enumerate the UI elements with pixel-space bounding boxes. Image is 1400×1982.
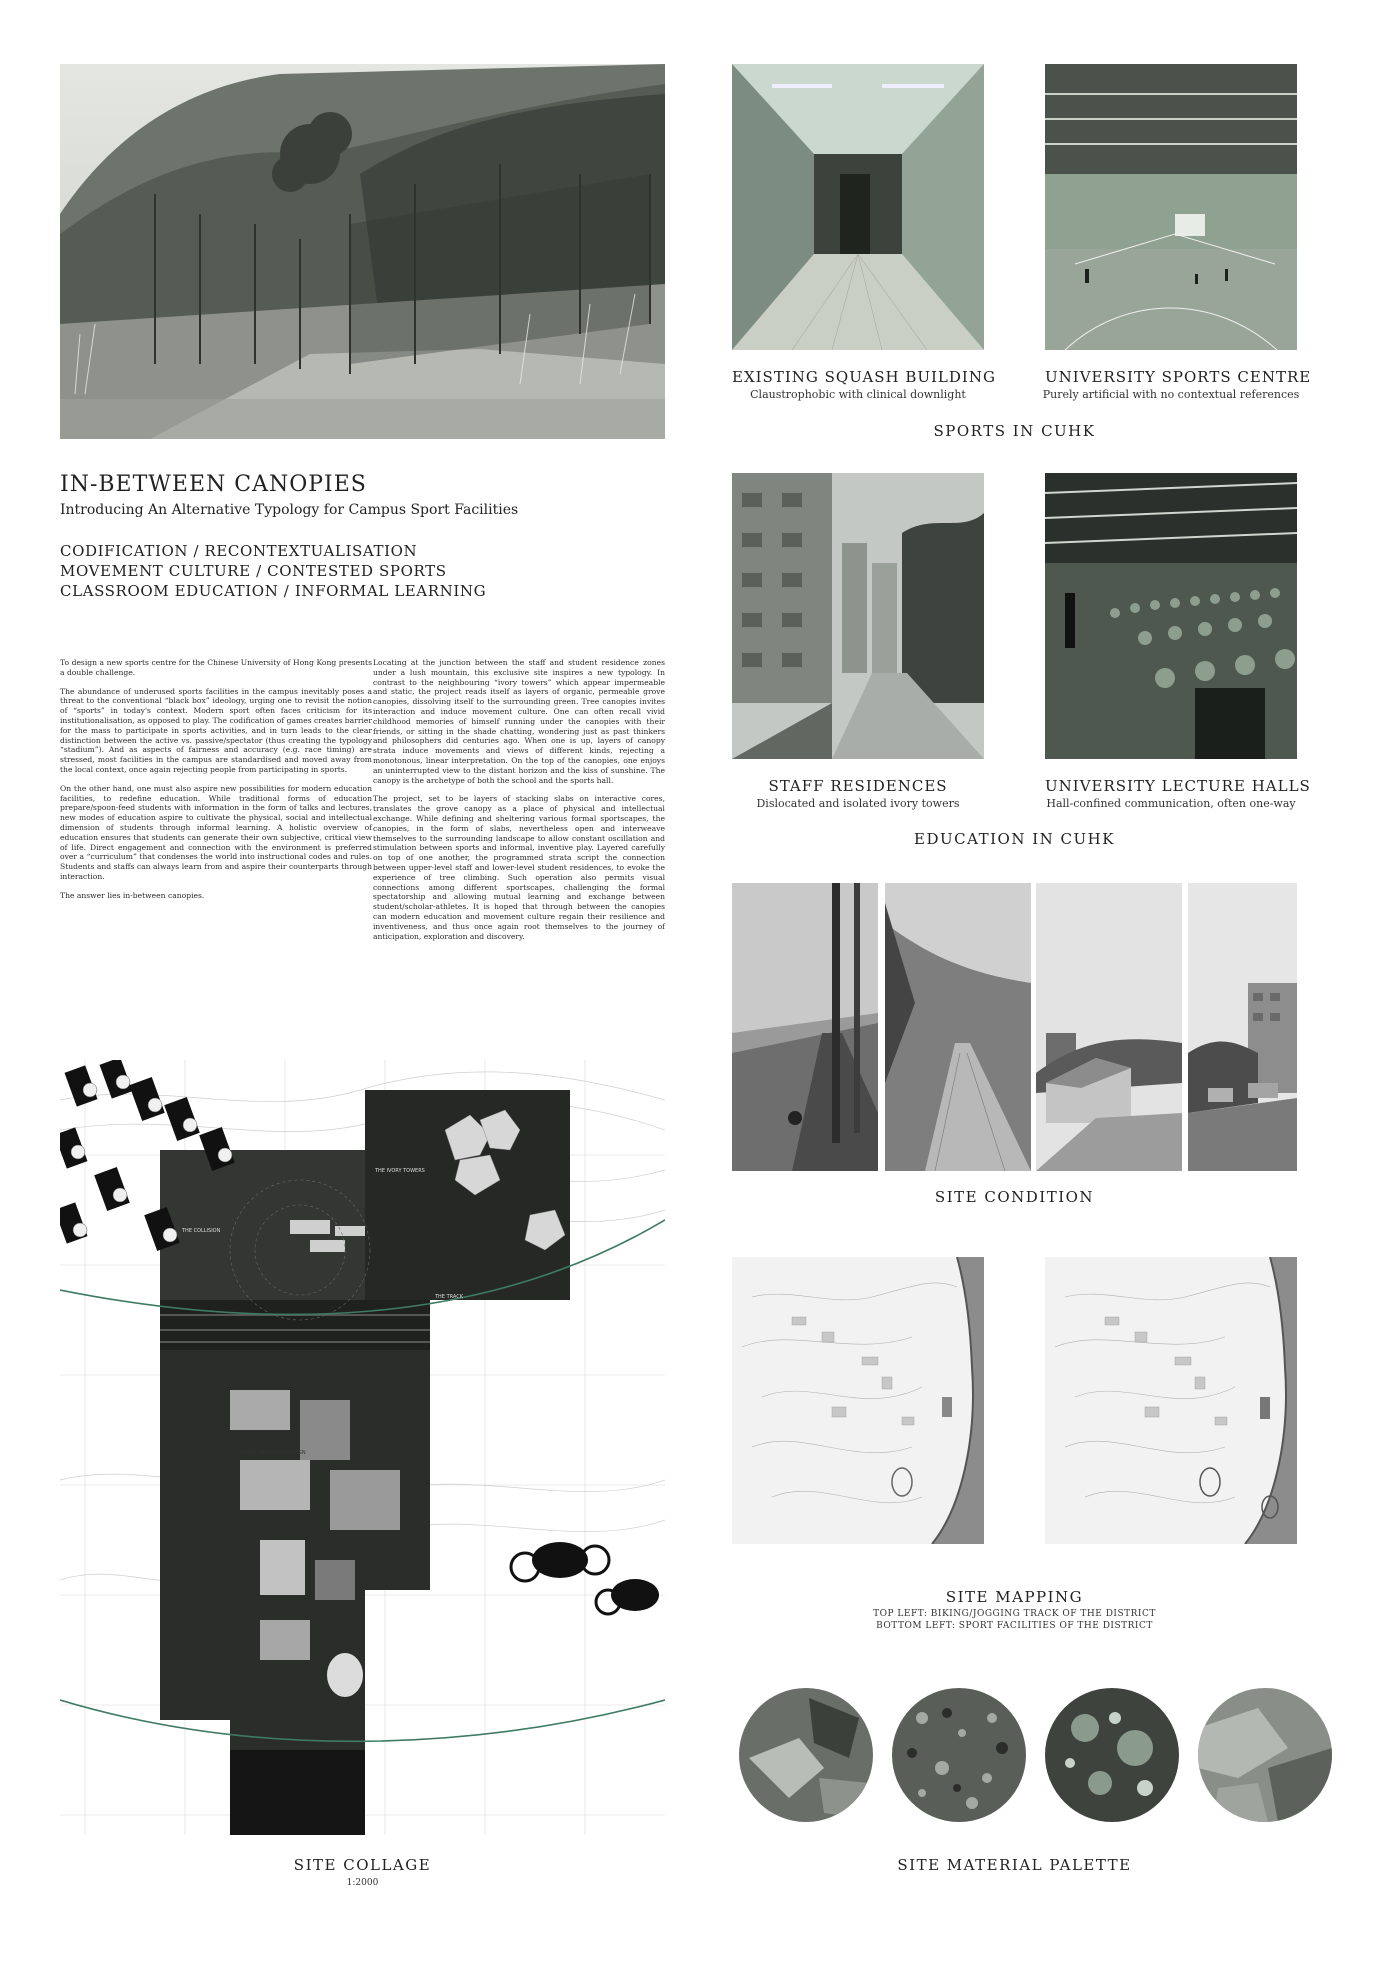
caption-title-squash: EXISTING SQUASH BUILDING — [732, 368, 996, 386]
paragraph: The project, set to be layers of stacking slabs on interactive cores, translates the grove canopy as a place of physical and intellectual exchange. While defining and sheltering various formal sportscapes, the canopies, in the form of slabs, nevertheless open and interweave themselves to the surrounding landscape to allow constant oscillation and stimulation between sports and informal, inventive play. Layered carefully on top of one another, the programmed strata script the connection between upper-level staff and lower-level student residences, to evoke the experience of tree climbing. Such operation also permits visual connections among different sportscapes, challenging the formal spectatorship and allowing mutual learning and exchange between student/scholar-athletes. It is hoped that through between the canopies can modern education and movement culture regain their resilience and inventiveness, and thus once again root themselves to the journey of anticipation, exploration and discovery. — [373, 794, 665, 941]
material-circle-rock — [739, 1688, 873, 1822]
paragraph: Locating at the junction between the staff and student residence zones under a lush mountain, this exclusive site inspires a new typology. In contrast to the neighbouring “ivory towers” which appear impermeable and static, the project reads itself as layers of organic, permeable grove canopies, dissolving itself to the surrounding green. Tree canopies invites interaction and induce movement culture. One can often recall vivid childhood memories of himself running under the canopies with their friends, or sitting in the shade chatting, wondering just as past thinkers and philosophers did centuries ago. When one is up, layers of canopy strata induce movements and views of different kinds, rejecting a monotonous, linear interpretation. On the top of the canopies, one enjoys an uninterrupted view to the distant horizon and the kiss of sunshine. The canopy is the archetype of both the school and the sports hall. — [373, 658, 665, 785]
photo-squash-building — [732, 64, 984, 350]
hero-photo-mountain-fence — [60, 64, 665, 439]
site-mapping-note-2: BOTTOM LEFT: SPORT FACILITIES OF THE DISTRICT — [876, 1621, 1153, 1631]
collage-label: THE TRACK — [435, 1294, 463, 1300]
collage-label: THE COLLISION — [182, 1228, 221, 1234]
photo-staff-residences — [732, 473, 984, 759]
site-condition-photo-1 — [732, 883, 878, 1171]
project-title: IN-BETWEEN CANOPIES — [60, 472, 367, 497]
material-circle-stone — [1198, 1688, 1332, 1822]
material-circle-moss — [1045, 1688, 1179, 1822]
caption-sub-staff-residences: Dislocated and isolated ivory towers — [756, 797, 960, 810]
body-text-left — [60, 658, 372, 910]
site-collage-title: SITE COLLAGE — [293, 1856, 432, 1874]
collage-label: IN THE HANDS OF DESIGN — [240, 1450, 306, 1456]
site-collage-scale: 1:2000 — [346, 1878, 379, 1888]
site-map-biking-track — [732, 1257, 984, 1544]
material-circle-gravel — [892, 1688, 1026, 1822]
caption-sub-sports-centre: Purely artificial with no contextual references — [1042, 388, 1300, 401]
keyword-line-1: CODIFICATION / RECONTEXTUALISATION — [60, 542, 418, 560]
section-education-in-cuhk: EDUCATION IN CUHK — [914, 830, 1115, 848]
photo-university-sports-centre — [1045, 64, 1297, 350]
photo-lecture-halls — [1045, 473, 1297, 759]
paragraph: The abundance of underused sports facilities in the campus inevitably poses a threat to the conventional “black box” ideology, urging one to revisit the notion of “sports” in today's context. Modern sport often faces criticism for its institutionalisation, as opposed to play. The codification of games creates barrier for the mass to participate in sports activities, and in turn leads to the clear distinction between the active vs. passive/spectator (thus creating the typology “stadium”). And as aspects of fairness and accuracy (e.g. race timing) are stressed, most facilities in the campus are standardised and moved away from the local context, once again rejecting people from participating in sports. — [60, 686, 372, 774]
section-site-condition: SITE CONDITION — [934, 1188, 1095, 1206]
paragraph: On the other hand, one must also aspire new possibilities for modern education facilities, to redefine education. While traditional forms of education prepare/spoon-feed students with information in the form of talks and lectures, new modes of education aspire to cultivate the physical, social and intellectual dimension of students through informal learning. A holistic overview of education ensures that students can generate their own subjective, critical view of life. Direct engagement and connection with the environment is preferred over a “curriculum” that condenses the world into instructional codes and rules. Students and staffs can always learn from and aspire their counterparts through interaction. — [60, 783, 372, 881]
site-mapping-note-1: TOP LEFT: BIKING/JOGGING TRACK OF THE DISTRICT — [873, 1609, 1156, 1619]
caption-title-sports-centre: UNIVERSITY SPORTS CENTRE — [1045, 368, 1312, 386]
site-collage — [60, 1060, 665, 1835]
site-condition-photo-4 — [1188, 883, 1297, 1171]
section-site-material-palette: SITE MATERIAL PALETTE — [897, 1856, 1132, 1874]
paragraph: To design a new sports centre for the Chinese University of Hong Kong presents a double challenge. — [60, 658, 372, 677]
caption-sub-squash: Claustrophobic with clinical downlight — [750, 388, 966, 401]
caption-title-lecture-halls: UNIVERSITY LECTURE HALLS — [1045, 777, 1311, 795]
collage-label: THE IVORY TOWERS — [375, 1168, 425, 1174]
keyword-line-2: MOVEMENT CULTURE / CONTESTED SPORTS — [60, 562, 447, 580]
caption-sub-lecture-halls: Hall-confined communication, often one-way — [1046, 797, 1296, 810]
body-text-right — [373, 658, 665, 950]
section-sports-in-cuhk: SPORTS IN CUHK — [933, 422, 1096, 440]
paragraph: The answer lies in-between canopies. — [60, 890, 205, 900]
keyword-line-3: CLASSROOM EDUCATION / INFORMAL LEARNING — [60, 582, 487, 600]
site-condition-photo-3 — [1036, 883, 1182, 1171]
caption-title-staff-residences: STAFF RESIDENCES — [768, 777, 948, 795]
section-site-mapping: SITE MAPPING — [945, 1588, 1084, 1606]
project-subtitle: Introducing An Alternative Typology for Campus Sport Facilities — [60, 502, 519, 518]
site-map-sport-facilities — [1045, 1257, 1297, 1544]
site-condition-photo-2 — [885, 883, 1031, 1171]
